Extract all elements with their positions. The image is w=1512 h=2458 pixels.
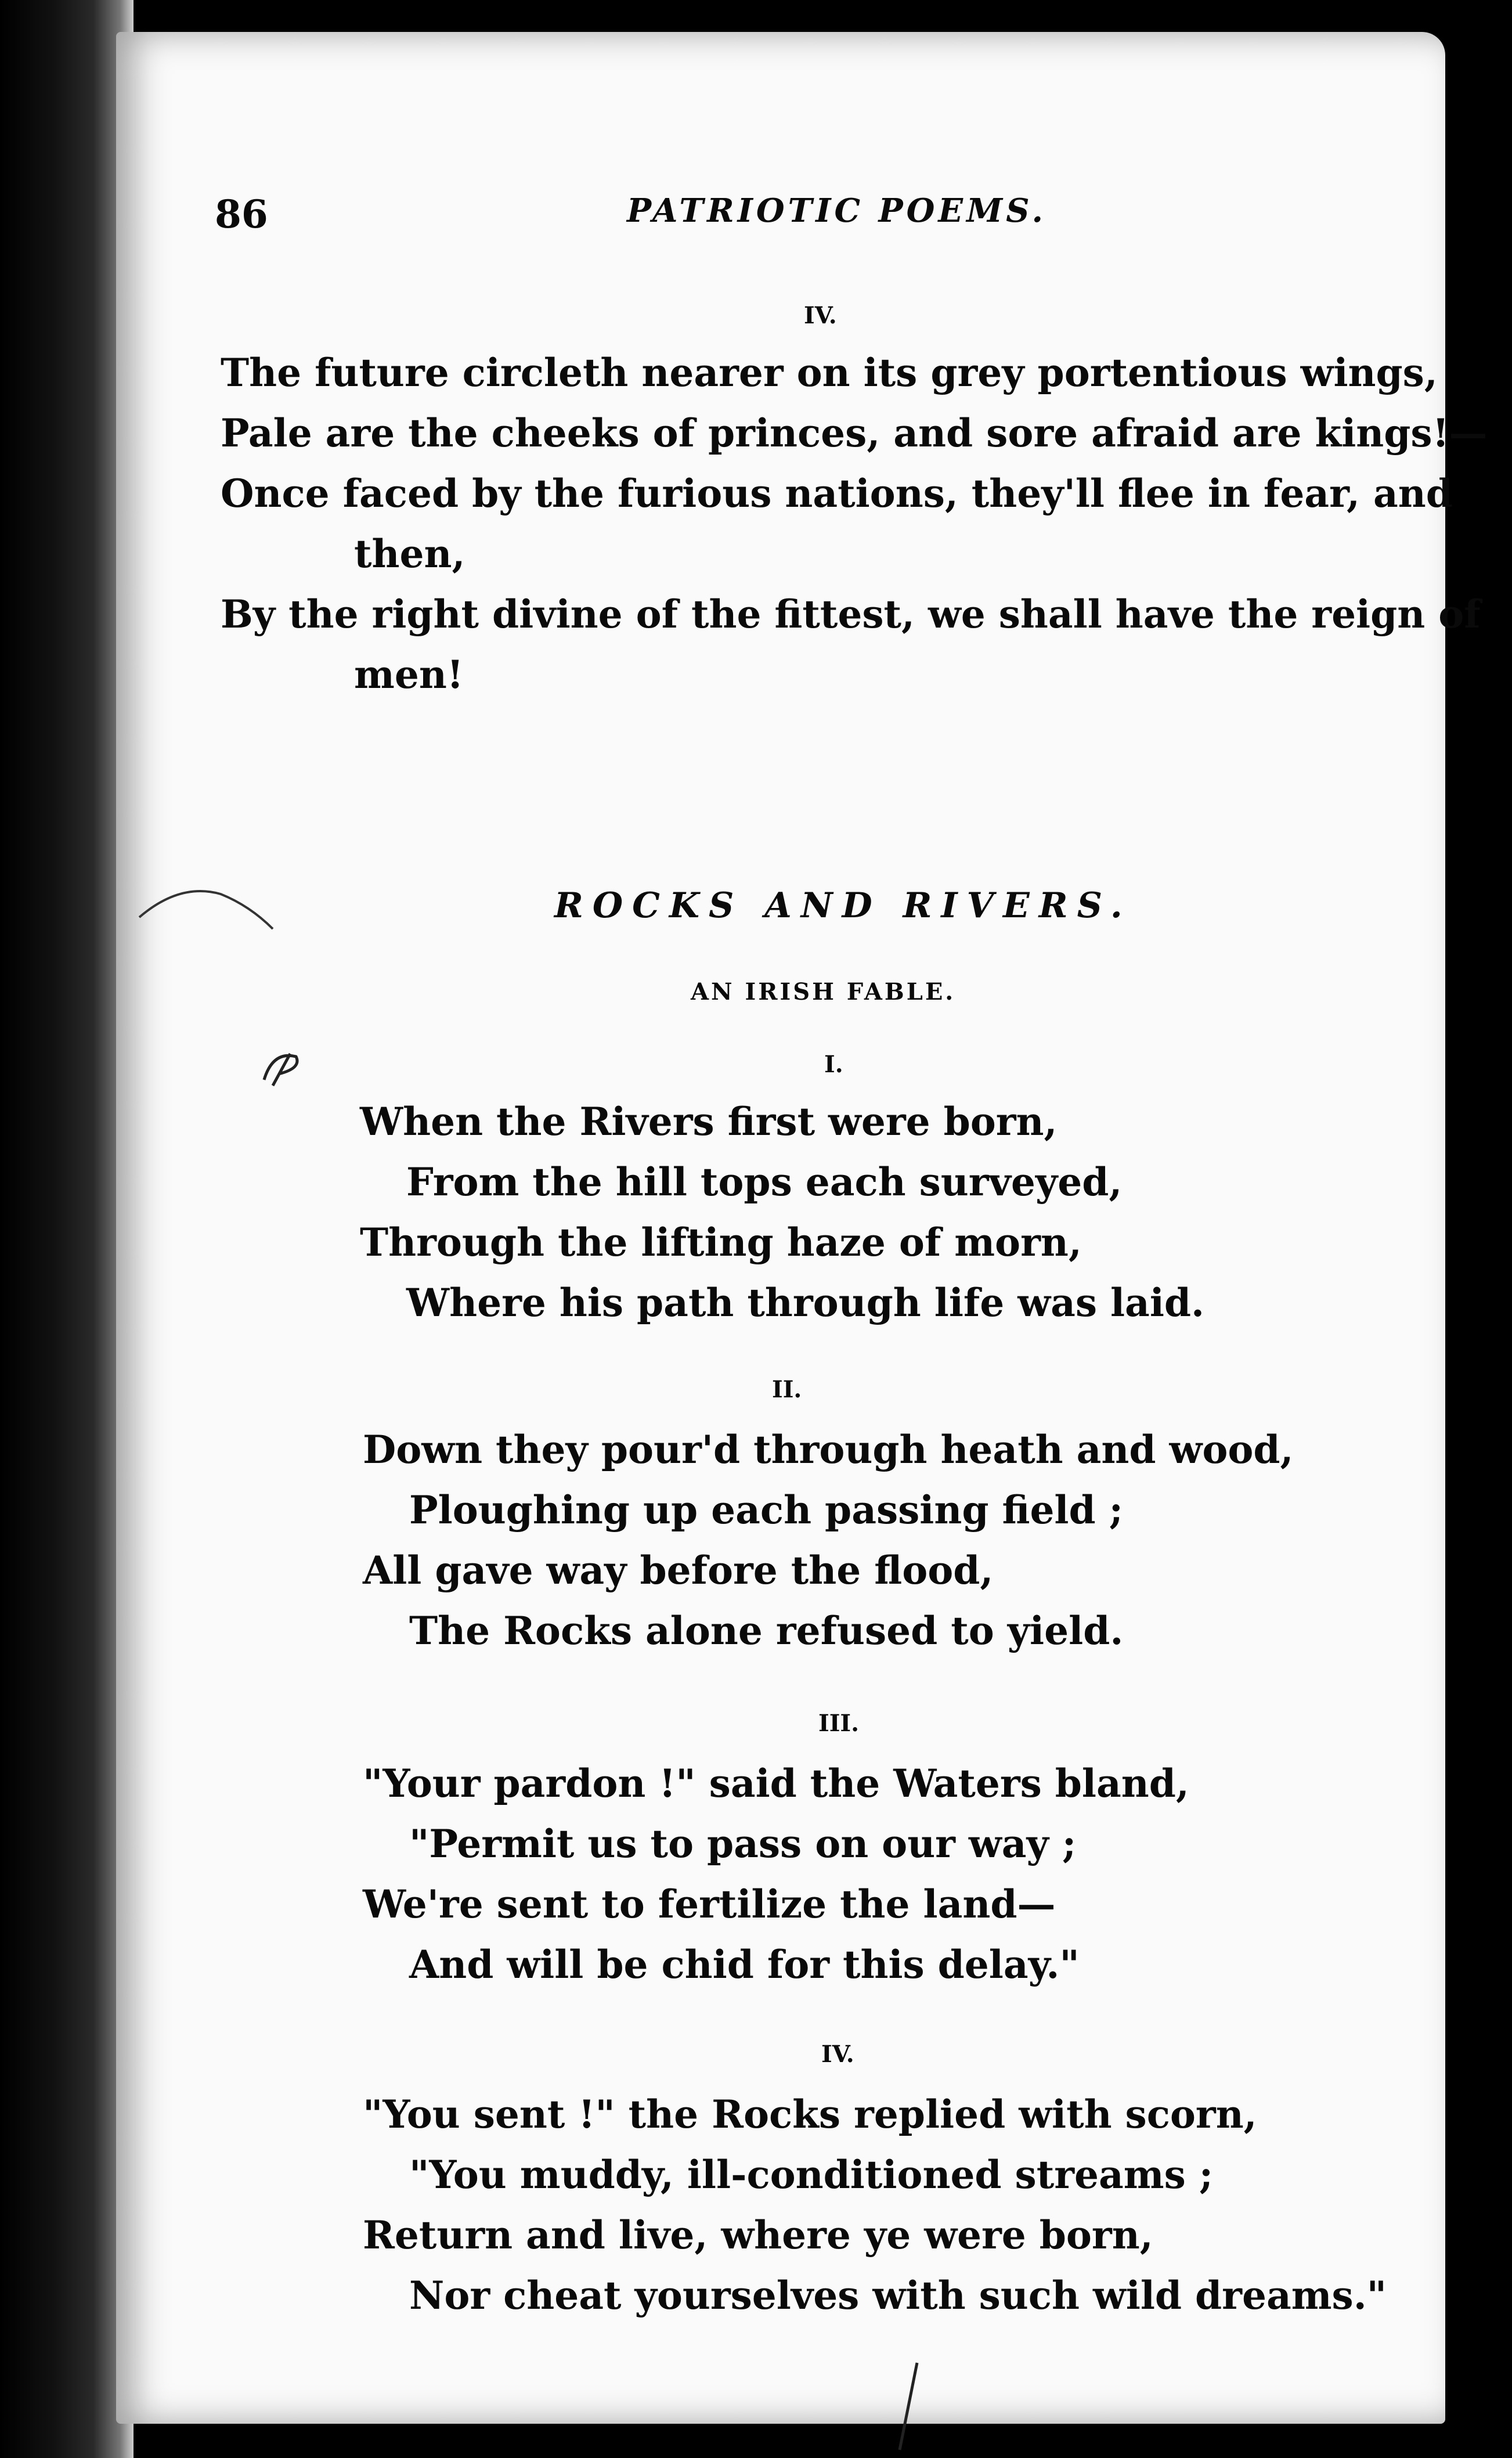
pencil-stroke-mark	[133, 871, 284, 940]
pencil-line-mark	[894, 2357, 929, 2456]
stanza-label: IV.	[821, 2041, 854, 2068]
page-number: 86	[215, 192, 268, 237]
verse-line: "Your pardon !" said the Waters bland,	[363, 1761, 1189, 1806]
previous-poem-stanza	[221, 343, 1488, 705]
verse-line: Return and live, where ye were born,	[363, 2212, 1153, 2258]
margin-pencil-glyph	[255, 1045, 308, 1091]
verse-line: And will be chid for this delay."	[409, 1942, 1080, 1987]
verse-line: Down they pour'd through heath and wood,	[363, 1427, 1294, 1472]
poem-title: ROCKS AND RIVERS.	[554, 885, 1132, 926]
verse-line: The future circleth nearer on its grey portentious wings,	[221, 350, 1438, 395]
stanza-label: IV.	[804, 302, 837, 329]
stanza-label: I.	[824, 1051, 843, 1078]
poem-stanza-1	[360, 1091, 1204, 1333]
verse-line: Through the lifting haze of morn,	[360, 1220, 1082, 1265]
verse-line: Ploughing up each passing field ;	[409, 1487, 1123, 1533]
verse-line: The Rocks alone refused to yield.	[409, 1608, 1124, 1653]
verse-line: Pale are the cheeks of princes, and sore afraid are kings!—	[221, 410, 1488, 456]
verse-line: Where his path through life was laid.	[406, 1280, 1205, 1325]
verse-line: "Permit us to pass on our way ;	[409, 1821, 1077, 1866]
verse-line: All gave way before the flood,	[363, 1548, 994, 1593]
poem-stanza-4	[363, 2084, 1387, 2326]
verse-line: Once faced by the furious nations, they'll flee in fear, and	[221, 471, 1453, 516]
verse-line: then,	[354, 531, 465, 576]
verse-line: When the Rivers first were born,	[360, 1099, 1058, 1144]
verse-line: "You sent !" the Rocks replied with scorn,	[363, 2092, 1257, 2137]
verse-line: We're sent to fertilize the land—	[363, 1882, 1056, 1927]
verse-line: "You muddy, ill-conditioned streams ;	[409, 2152, 1214, 2197]
running-title: PATRIOTIC POEMS.	[627, 192, 1047, 230]
poem-subtitle: AN IRISH FABLE.	[691, 978, 956, 1005]
poem-stanza-2	[363, 1419, 1294, 1661]
poem-stanza-3	[363, 1753, 1189, 1995]
verse-line: men!	[354, 652, 464, 697]
verse-line: From the hill tops each surveyed,	[406, 1159, 1123, 1205]
scan-edge-shadow	[0, 0, 133, 2458]
stanza-label: II.	[772, 1376, 802, 1403]
stanza-label: III.	[818, 1710, 860, 1737]
verse-line: Nor cheat yourselves with such wild dreams."	[409, 2273, 1387, 2318]
verse-line: By the right divine of the fittest, we shall have the reign of	[221, 592, 1481, 637]
